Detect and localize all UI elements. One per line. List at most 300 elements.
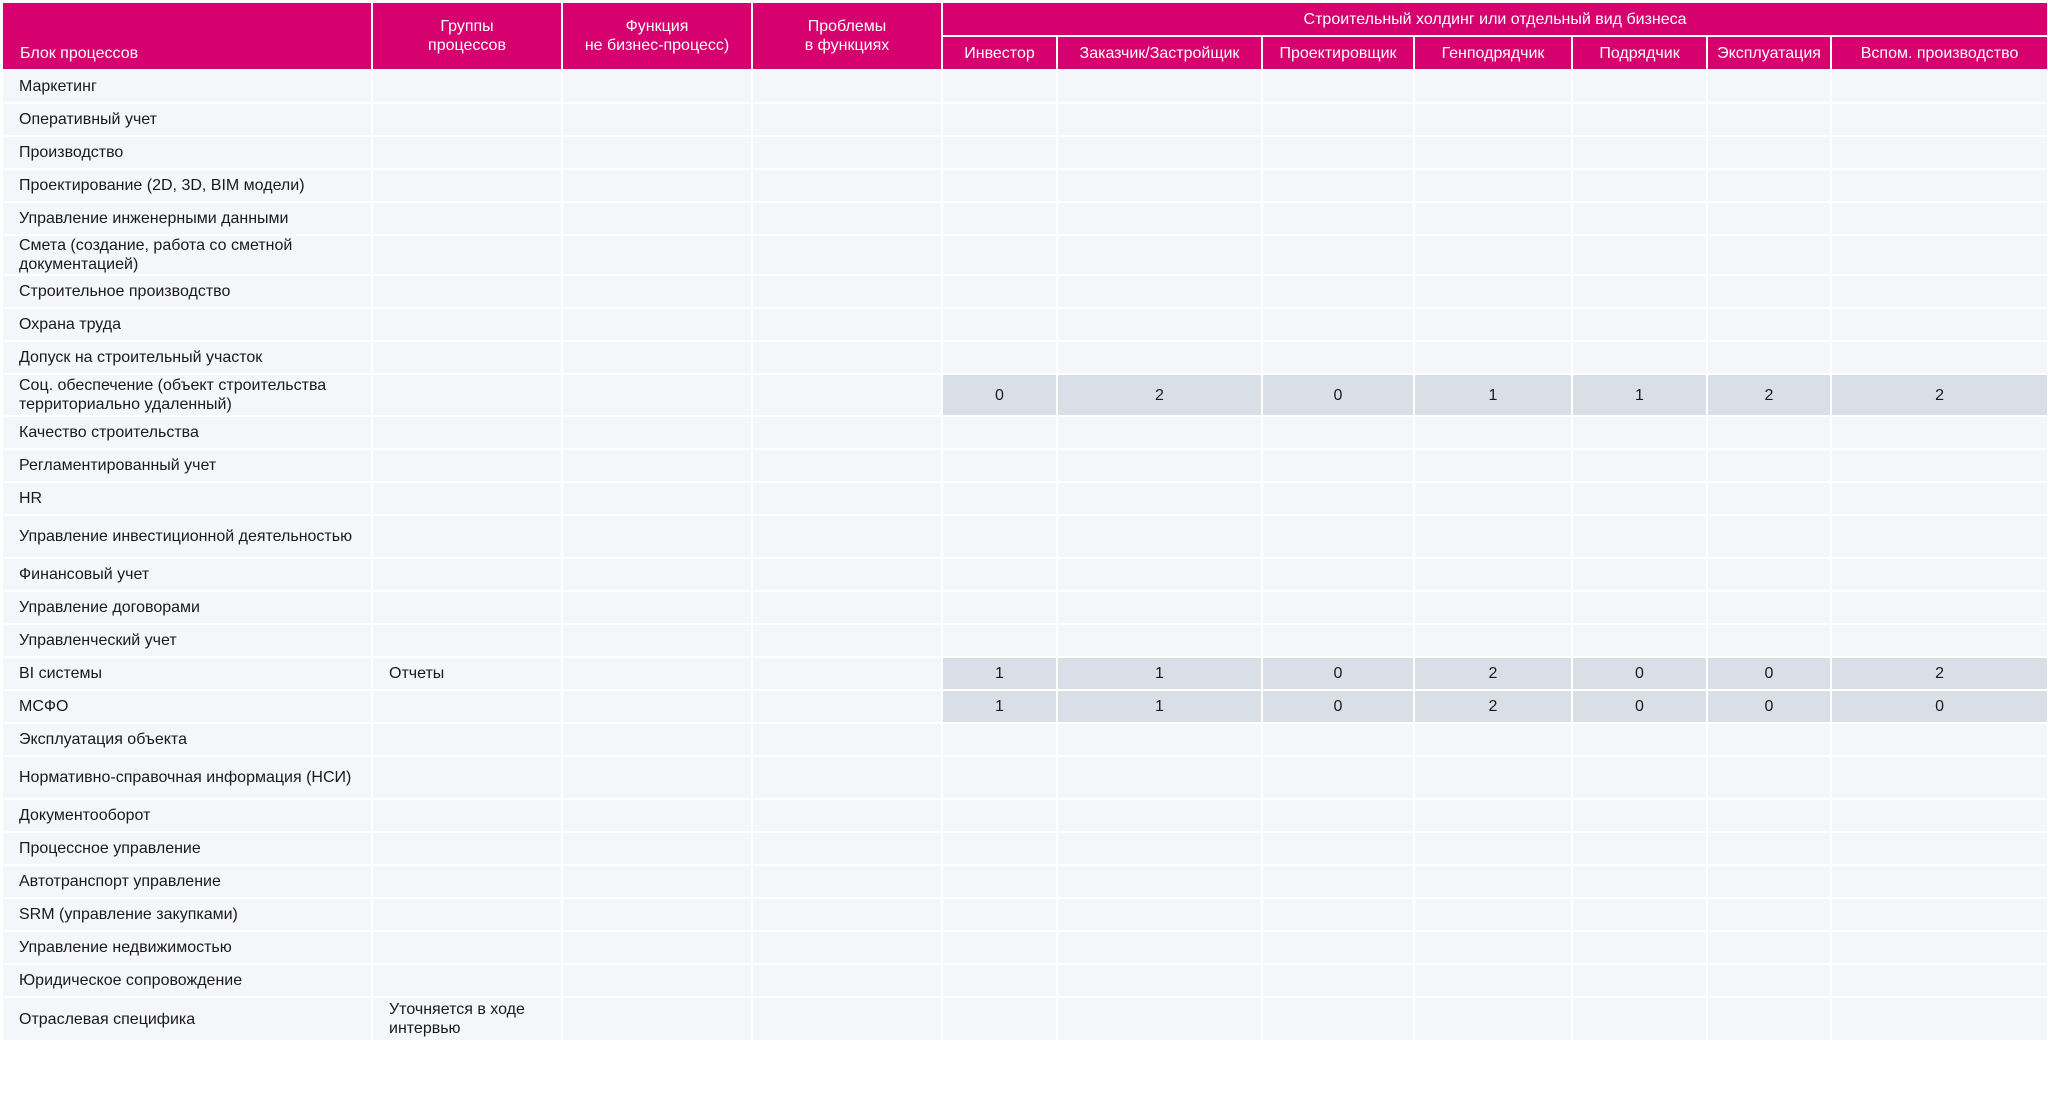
cell-block-name[interactable]: Документооборот	[2, 799, 372, 832]
cell-role-value-4[interactable]	[1572, 756, 1707, 799]
cell-problems[interactable]	[752, 898, 942, 931]
cell-role-value-6[interactable]	[1831, 70, 2048, 103]
cell-role-value-1[interactable]: 2	[1057, 374, 1262, 416]
cell-block-name[interactable]: Маркетинг	[2, 70, 372, 103]
cell-problems[interactable]	[752, 515, 942, 558]
cell-role-value-3[interactable]	[1414, 416, 1572, 449]
cell-problems[interactable]	[752, 997, 942, 1041]
cell-role-value-5[interactable]	[1707, 70, 1831, 103]
cell-problems[interactable]	[752, 799, 942, 832]
cell-role-value-0[interactable]	[942, 756, 1057, 799]
cell-role-value-3[interactable]	[1414, 136, 1572, 169]
cell-role-value-3[interactable]	[1414, 756, 1572, 799]
cell-role-value-6[interactable]	[1831, 136, 2048, 169]
cell-role-value-3[interactable]	[1414, 275, 1572, 308]
cell-role-value-6[interactable]	[1831, 799, 2048, 832]
cell-role-value-3[interactable]	[1414, 723, 1572, 756]
cell-role-value-4[interactable]	[1572, 865, 1707, 898]
cell-role-value-2[interactable]	[1262, 308, 1414, 341]
cell-role-value-2[interactable]	[1262, 515, 1414, 558]
cell-process-group[interactable]	[372, 449, 562, 482]
cell-role-value-0[interactable]	[942, 136, 1057, 169]
cell-role-value-5[interactable]	[1707, 275, 1831, 308]
cell-role-value-4[interactable]	[1572, 449, 1707, 482]
cell-problems[interactable]	[752, 690, 942, 723]
cell-block-name[interactable]: Нормативно-справочная информация (НСИ)	[2, 756, 372, 799]
cell-problems[interactable]	[752, 591, 942, 624]
cell-process-group[interactable]	[372, 558, 562, 591]
cell-role-value-2[interactable]: 0	[1262, 657, 1414, 690]
cell-block-name[interactable]: Управление недвижимостью	[2, 931, 372, 964]
cell-problems[interactable]	[752, 202, 942, 235]
cell-function[interactable]	[562, 657, 752, 690]
cell-function[interactable]	[562, 756, 752, 799]
cell-role-value-6[interactable]	[1831, 931, 2048, 964]
cell-problems[interactable]	[752, 70, 942, 103]
cell-role-value-3[interactable]	[1414, 202, 1572, 235]
cell-role-value-4[interactable]	[1572, 898, 1707, 931]
cell-role-value-4[interactable]	[1572, 997, 1707, 1041]
cell-role-value-5[interactable]	[1707, 997, 1831, 1041]
cell-process-group[interactable]	[372, 865, 562, 898]
cell-role-value-6[interactable]	[1831, 865, 2048, 898]
cell-block-name[interactable]: Процессное управление	[2, 832, 372, 865]
cell-role-value-1[interactable]	[1057, 308, 1262, 341]
cell-process-group[interactable]	[372, 202, 562, 235]
cell-block-name[interactable]: Производство	[2, 136, 372, 169]
cell-process-group[interactable]	[372, 832, 562, 865]
cell-process-group[interactable]: Уточняется в ходе интервью	[372, 997, 562, 1041]
cell-block-name[interactable]: Юридическое сопровождение	[2, 964, 372, 997]
cell-role-value-0[interactable]	[942, 964, 1057, 997]
cell-process-group[interactable]	[372, 136, 562, 169]
cell-problems[interactable]	[752, 308, 942, 341]
cell-role-value-3[interactable]	[1414, 482, 1572, 515]
cell-role-value-1[interactable]	[1057, 591, 1262, 624]
cell-process-group[interactable]	[372, 756, 562, 799]
cell-block-name[interactable]: SRM (управление закупками)	[2, 898, 372, 931]
cell-problems[interactable]	[752, 136, 942, 169]
cell-role-value-1[interactable]	[1057, 997, 1262, 1041]
cell-role-value-3[interactable]	[1414, 70, 1572, 103]
cell-role-value-5[interactable]	[1707, 931, 1831, 964]
cell-role-value-0[interactable]	[942, 624, 1057, 657]
cell-block-name[interactable]: BI системы	[2, 657, 372, 690]
cell-role-value-1[interactable]: 1	[1057, 690, 1262, 723]
cell-block-name[interactable]: Эксплуатация объекта	[2, 723, 372, 756]
cell-process-group[interactable]	[372, 341, 562, 374]
cell-problems[interactable]	[752, 449, 942, 482]
cell-role-value-4[interactable]	[1572, 341, 1707, 374]
cell-block-name[interactable]: Оперативный учет	[2, 103, 372, 136]
cell-role-value-1[interactable]	[1057, 275, 1262, 308]
cell-role-value-1[interactable]: 1	[1057, 657, 1262, 690]
cell-role-value-6[interactable]	[1831, 103, 2048, 136]
cell-process-group[interactable]	[372, 898, 562, 931]
cell-role-value-0[interactable]	[942, 515, 1057, 558]
cell-role-value-0[interactable]	[942, 235, 1057, 275]
cell-function[interactable]	[562, 997, 752, 1041]
cell-function[interactable]	[562, 374, 752, 416]
cell-role-value-1[interactable]	[1057, 624, 1262, 657]
cell-role-value-2[interactable]: 0	[1262, 690, 1414, 723]
cell-role-value-5[interactable]	[1707, 624, 1831, 657]
header-role-6[interactable]: Вспом. производство	[1831, 36, 2048, 70]
cell-role-value-2[interactable]	[1262, 341, 1414, 374]
header-function[interactable]: Функция не бизнес-процесс)	[562, 2, 752, 70]
cell-block-name[interactable]: Автотранспорт управление	[2, 865, 372, 898]
cell-function[interactable]	[562, 235, 752, 275]
cell-block-name[interactable]: HR	[2, 482, 372, 515]
cell-role-value-5[interactable]	[1707, 756, 1831, 799]
cell-role-value-2[interactable]	[1262, 931, 1414, 964]
cell-role-value-3[interactable]	[1414, 169, 1572, 202]
cell-function[interactable]	[562, 931, 752, 964]
cell-problems[interactable]	[752, 756, 942, 799]
cell-role-value-3[interactable]	[1414, 103, 1572, 136]
cell-role-value-4[interactable]	[1572, 202, 1707, 235]
cell-role-value-0[interactable]: 1	[942, 690, 1057, 723]
header-holding-group[interactable]: Строительный холдинг или отдельный вид бизнеса	[942, 2, 2048, 36]
cell-role-value-0[interactable]: 0	[942, 374, 1057, 416]
cell-role-value-2[interactable]	[1262, 964, 1414, 997]
cell-role-value-5[interactable]: 0	[1707, 657, 1831, 690]
cell-role-value-1[interactable]	[1057, 723, 1262, 756]
cell-role-value-5[interactable]	[1707, 832, 1831, 865]
cell-role-value-0[interactable]	[942, 799, 1057, 832]
cell-role-value-3[interactable]	[1414, 558, 1572, 591]
cell-role-value-0[interactable]	[942, 308, 1057, 341]
cell-role-value-0[interactable]	[942, 723, 1057, 756]
cell-function[interactable]	[562, 865, 752, 898]
cell-process-group[interactable]	[372, 624, 562, 657]
cell-block-name[interactable]: Проектирование (2D, 3D, BIM модели)	[2, 169, 372, 202]
cell-role-value-5[interactable]: 2	[1707, 374, 1831, 416]
cell-role-value-6[interactable]	[1831, 898, 2048, 931]
cell-block-name[interactable]: Управление инженерными данными	[2, 202, 372, 235]
cell-function[interactable]	[562, 202, 752, 235]
cell-role-value-3[interactable]	[1414, 591, 1572, 624]
cell-problems[interactable]	[752, 103, 942, 136]
cell-block-name[interactable]: Финансовый учет	[2, 558, 372, 591]
header-process-groups[interactable]: Группы процессов	[372, 2, 562, 70]
cell-role-value-2[interactable]	[1262, 865, 1414, 898]
cell-function[interactable]	[562, 591, 752, 624]
header-role-5[interactable]: Эксплуатация	[1707, 36, 1831, 70]
cell-process-group[interactable]	[372, 515, 562, 558]
cell-problems[interactable]	[752, 832, 942, 865]
cell-function[interactable]	[562, 416, 752, 449]
cell-role-value-6[interactable]	[1831, 482, 2048, 515]
cell-function[interactable]	[562, 169, 752, 202]
cell-process-group[interactable]	[372, 275, 562, 308]
cell-role-value-2[interactable]	[1262, 558, 1414, 591]
cell-role-value-5[interactable]	[1707, 723, 1831, 756]
cell-function[interactable]	[562, 482, 752, 515]
cell-role-value-0[interactable]: 1	[942, 657, 1057, 690]
cell-role-value-6[interactable]	[1831, 235, 2048, 275]
cell-role-value-2[interactable]	[1262, 449, 1414, 482]
cell-role-value-0[interactable]	[942, 482, 1057, 515]
cell-role-value-4[interactable]	[1572, 515, 1707, 558]
cell-role-value-6[interactable]	[1831, 416, 2048, 449]
cell-role-value-6[interactable]	[1831, 341, 2048, 374]
cell-role-value-6[interactable]	[1831, 756, 2048, 799]
cell-process-group[interactable]: Отчеты	[372, 657, 562, 690]
cell-role-value-6[interactable]	[1831, 591, 2048, 624]
cell-function[interactable]	[562, 70, 752, 103]
cell-role-value-1[interactable]	[1057, 558, 1262, 591]
cell-role-value-4[interactable]	[1572, 799, 1707, 832]
cell-role-value-6[interactable]	[1831, 558, 2048, 591]
cell-role-value-1[interactable]	[1057, 832, 1262, 865]
cell-role-value-6[interactable]	[1831, 832, 2048, 865]
cell-role-value-6[interactable]	[1831, 997, 2048, 1041]
cell-block-name[interactable]: Управление инвестиционной деятельностью	[2, 515, 372, 558]
cell-role-value-1[interactable]	[1057, 70, 1262, 103]
cell-role-value-5[interactable]	[1707, 799, 1831, 832]
cell-function[interactable]	[562, 690, 752, 723]
cell-role-value-2[interactable]	[1262, 898, 1414, 931]
cell-function[interactable]	[562, 964, 752, 997]
cell-role-value-2[interactable]	[1262, 756, 1414, 799]
cell-process-group[interactable]	[372, 169, 562, 202]
cell-problems[interactable]	[752, 624, 942, 657]
cell-process-group[interactable]	[372, 374, 562, 416]
cell-block-name[interactable]: Допуск на строительный участок	[2, 341, 372, 374]
cell-block-name[interactable]: Управление договорами	[2, 591, 372, 624]
cell-role-value-3[interactable]: 2	[1414, 657, 1572, 690]
cell-problems[interactable]	[752, 657, 942, 690]
cell-role-value-6[interactable]	[1831, 275, 2048, 308]
cell-role-value-6[interactable]	[1831, 308, 2048, 341]
cell-block-name[interactable]: МСФО	[2, 690, 372, 723]
cell-role-value-4[interactable]	[1572, 275, 1707, 308]
cell-role-value-5[interactable]	[1707, 341, 1831, 374]
cell-role-value-0[interactable]	[942, 202, 1057, 235]
cell-problems[interactable]	[752, 931, 942, 964]
cell-role-value-1[interactable]	[1057, 235, 1262, 275]
cell-role-value-1[interactable]	[1057, 756, 1262, 799]
cell-role-value-6[interactable]: 0	[1831, 690, 2048, 723]
cell-role-value-6[interactable]	[1831, 169, 2048, 202]
cell-role-value-2[interactable]	[1262, 169, 1414, 202]
cell-role-value-1[interactable]	[1057, 964, 1262, 997]
cell-role-value-2[interactable]	[1262, 482, 1414, 515]
cell-role-value-0[interactable]	[942, 931, 1057, 964]
cell-role-value-0[interactable]	[942, 169, 1057, 202]
cell-function[interactable]	[562, 723, 752, 756]
cell-role-value-2[interactable]	[1262, 624, 1414, 657]
cell-role-value-2[interactable]	[1262, 997, 1414, 1041]
cell-block-name[interactable]: Строительное производство	[2, 275, 372, 308]
cell-role-value-5[interactable]	[1707, 964, 1831, 997]
cell-function[interactable]	[562, 103, 752, 136]
cell-role-value-3[interactable]	[1414, 515, 1572, 558]
cell-role-value-3[interactable]	[1414, 235, 1572, 275]
cell-process-group[interactable]	[372, 416, 562, 449]
cell-role-value-2[interactable]	[1262, 723, 1414, 756]
cell-problems[interactable]	[752, 964, 942, 997]
cell-role-value-3[interactable]	[1414, 964, 1572, 997]
cell-block-name[interactable]: Смета (создание, работа со сметной документацией)	[2, 235, 372, 275]
cell-role-value-2[interactable]	[1262, 70, 1414, 103]
cell-process-group[interactable]	[372, 103, 562, 136]
cell-role-value-1[interactable]	[1057, 202, 1262, 235]
cell-role-value-0[interactable]	[942, 997, 1057, 1041]
cell-role-value-5[interactable]	[1707, 482, 1831, 515]
cell-block-name[interactable]: Регламентированный учет	[2, 449, 372, 482]
cell-role-value-1[interactable]	[1057, 449, 1262, 482]
header-role-2[interactable]: Проектировщик	[1262, 36, 1414, 70]
cell-block-name[interactable]: Охрана труда	[2, 308, 372, 341]
cell-role-value-4[interactable]	[1572, 832, 1707, 865]
cell-role-value-5[interactable]	[1707, 136, 1831, 169]
cell-role-value-4[interactable]: 0	[1572, 657, 1707, 690]
cell-problems[interactable]	[752, 341, 942, 374]
cell-role-value-3[interactable]	[1414, 931, 1572, 964]
cell-problems[interactable]	[752, 723, 942, 756]
cell-function[interactable]	[562, 832, 752, 865]
cell-role-value-1[interactable]	[1057, 103, 1262, 136]
cell-role-value-3[interactable]	[1414, 308, 1572, 341]
cell-role-value-5[interactable]	[1707, 235, 1831, 275]
cell-role-value-5[interactable]	[1707, 449, 1831, 482]
cell-process-group[interactable]	[372, 482, 562, 515]
cell-function[interactable]	[562, 449, 752, 482]
cell-role-value-5[interactable]	[1707, 103, 1831, 136]
cell-process-group[interactable]	[372, 931, 562, 964]
header-role-0[interactable]: Инвестор	[942, 36, 1057, 70]
cell-role-value-2[interactable]	[1262, 799, 1414, 832]
cell-role-value-3[interactable]	[1414, 997, 1572, 1041]
cell-role-value-5[interactable]	[1707, 416, 1831, 449]
cell-role-value-5[interactable]	[1707, 558, 1831, 591]
cell-problems[interactable]	[752, 275, 942, 308]
cell-role-value-4[interactable]	[1572, 308, 1707, 341]
cell-role-value-3[interactable]	[1414, 832, 1572, 865]
cell-function[interactable]	[562, 275, 752, 308]
cell-role-value-5[interactable]	[1707, 515, 1831, 558]
cell-role-value-1[interactable]	[1057, 482, 1262, 515]
cell-role-value-0[interactable]	[942, 449, 1057, 482]
cell-role-value-2[interactable]: 0	[1262, 374, 1414, 416]
cell-role-value-5[interactable]	[1707, 308, 1831, 341]
cell-block-name[interactable]: Качество строительства	[2, 416, 372, 449]
cell-role-value-4[interactable]	[1572, 235, 1707, 275]
cell-role-value-2[interactable]	[1262, 103, 1414, 136]
cell-role-value-6[interactable]	[1831, 449, 2048, 482]
cell-role-value-4[interactable]	[1572, 70, 1707, 103]
cell-block-name[interactable]: Соц. обеспечение (объект строительства территориально удаленный)	[2, 374, 372, 416]
cell-process-group[interactable]	[372, 308, 562, 341]
cell-process-group[interactable]	[372, 799, 562, 832]
header-problems[interactable]: Проблемы в функциях	[752, 2, 942, 70]
cell-role-value-5[interactable]	[1707, 202, 1831, 235]
cell-role-value-2[interactable]	[1262, 136, 1414, 169]
cell-role-value-5[interactable]	[1707, 865, 1831, 898]
cell-process-group[interactable]	[372, 690, 562, 723]
cell-role-value-3[interactable]	[1414, 799, 1572, 832]
cell-role-value-6[interactable]: 2	[1831, 374, 2048, 416]
cell-role-value-5[interactable]	[1707, 591, 1831, 624]
cell-role-value-3[interactable]	[1414, 865, 1572, 898]
cell-function[interactable]	[562, 308, 752, 341]
cell-role-value-1[interactable]	[1057, 931, 1262, 964]
cell-function[interactable]	[562, 136, 752, 169]
cell-role-value-2[interactable]	[1262, 275, 1414, 308]
cell-role-value-0[interactable]	[942, 832, 1057, 865]
cell-role-value-1[interactable]	[1057, 898, 1262, 931]
cell-function[interactable]	[562, 624, 752, 657]
cell-role-value-0[interactable]	[942, 898, 1057, 931]
cell-process-group[interactable]	[372, 723, 562, 756]
cell-role-value-4[interactable]	[1572, 482, 1707, 515]
cell-role-value-0[interactable]	[942, 558, 1057, 591]
cell-block-name[interactable]: Отраслевая специфика	[2, 997, 372, 1041]
cell-role-value-4[interactable]	[1572, 723, 1707, 756]
cell-function[interactable]	[562, 558, 752, 591]
cell-problems[interactable]	[752, 374, 942, 416]
cell-role-value-3[interactable]	[1414, 341, 1572, 374]
cell-role-value-0[interactable]	[942, 275, 1057, 308]
cell-role-value-4[interactable]	[1572, 624, 1707, 657]
cell-role-value-4[interactable]	[1572, 103, 1707, 136]
cell-role-value-0[interactable]	[942, 103, 1057, 136]
cell-role-value-1[interactable]	[1057, 136, 1262, 169]
cell-role-value-0[interactable]	[942, 416, 1057, 449]
cell-problems[interactable]	[752, 416, 942, 449]
cell-role-value-0[interactable]	[942, 865, 1057, 898]
cell-role-value-4[interactable]	[1572, 591, 1707, 624]
cell-role-value-4[interactable]	[1572, 136, 1707, 169]
cell-role-value-2[interactable]	[1262, 832, 1414, 865]
cell-role-value-6[interactable]	[1831, 723, 2048, 756]
cell-role-value-5[interactable]	[1707, 898, 1831, 931]
cell-role-value-1[interactable]	[1057, 416, 1262, 449]
header-role-3[interactable]: Генподрядчик	[1414, 36, 1572, 70]
cell-role-value-0[interactable]	[942, 591, 1057, 624]
cell-role-value-4[interactable]	[1572, 169, 1707, 202]
header-block-processes[interactable]: Блок процессов	[2, 2, 372, 70]
header-role-4[interactable]: Подрядчик	[1572, 36, 1707, 70]
cell-problems[interactable]	[752, 865, 942, 898]
cell-function[interactable]	[562, 799, 752, 832]
cell-role-value-6[interactable]	[1831, 202, 2048, 235]
cell-role-value-1[interactable]	[1057, 799, 1262, 832]
cell-role-value-1[interactable]	[1057, 169, 1262, 202]
cell-role-value-5[interactable]: 0	[1707, 690, 1831, 723]
cell-role-value-2[interactable]	[1262, 591, 1414, 624]
cell-role-value-2[interactable]	[1262, 235, 1414, 275]
cell-process-group[interactable]	[372, 70, 562, 103]
cell-role-value-1[interactable]	[1057, 865, 1262, 898]
cell-process-group[interactable]	[372, 591, 562, 624]
cell-role-value-4[interactable]: 1	[1572, 374, 1707, 416]
cell-role-value-1[interactable]	[1057, 341, 1262, 374]
cell-role-value-4[interactable]	[1572, 964, 1707, 997]
cell-role-value-4[interactable]: 0	[1572, 690, 1707, 723]
cell-role-value-3[interactable]	[1414, 898, 1572, 931]
cell-role-value-3[interactable]	[1414, 449, 1572, 482]
cell-problems[interactable]	[752, 235, 942, 275]
cell-role-value-0[interactable]	[942, 70, 1057, 103]
cell-role-value-3[interactable]: 2	[1414, 690, 1572, 723]
cell-role-value-3[interactable]: 1	[1414, 374, 1572, 416]
header-role-1[interactable]: Заказчик/Застройщик	[1057, 36, 1262, 70]
cell-role-value-6[interactable]	[1831, 515, 2048, 558]
cell-role-value-4[interactable]	[1572, 416, 1707, 449]
